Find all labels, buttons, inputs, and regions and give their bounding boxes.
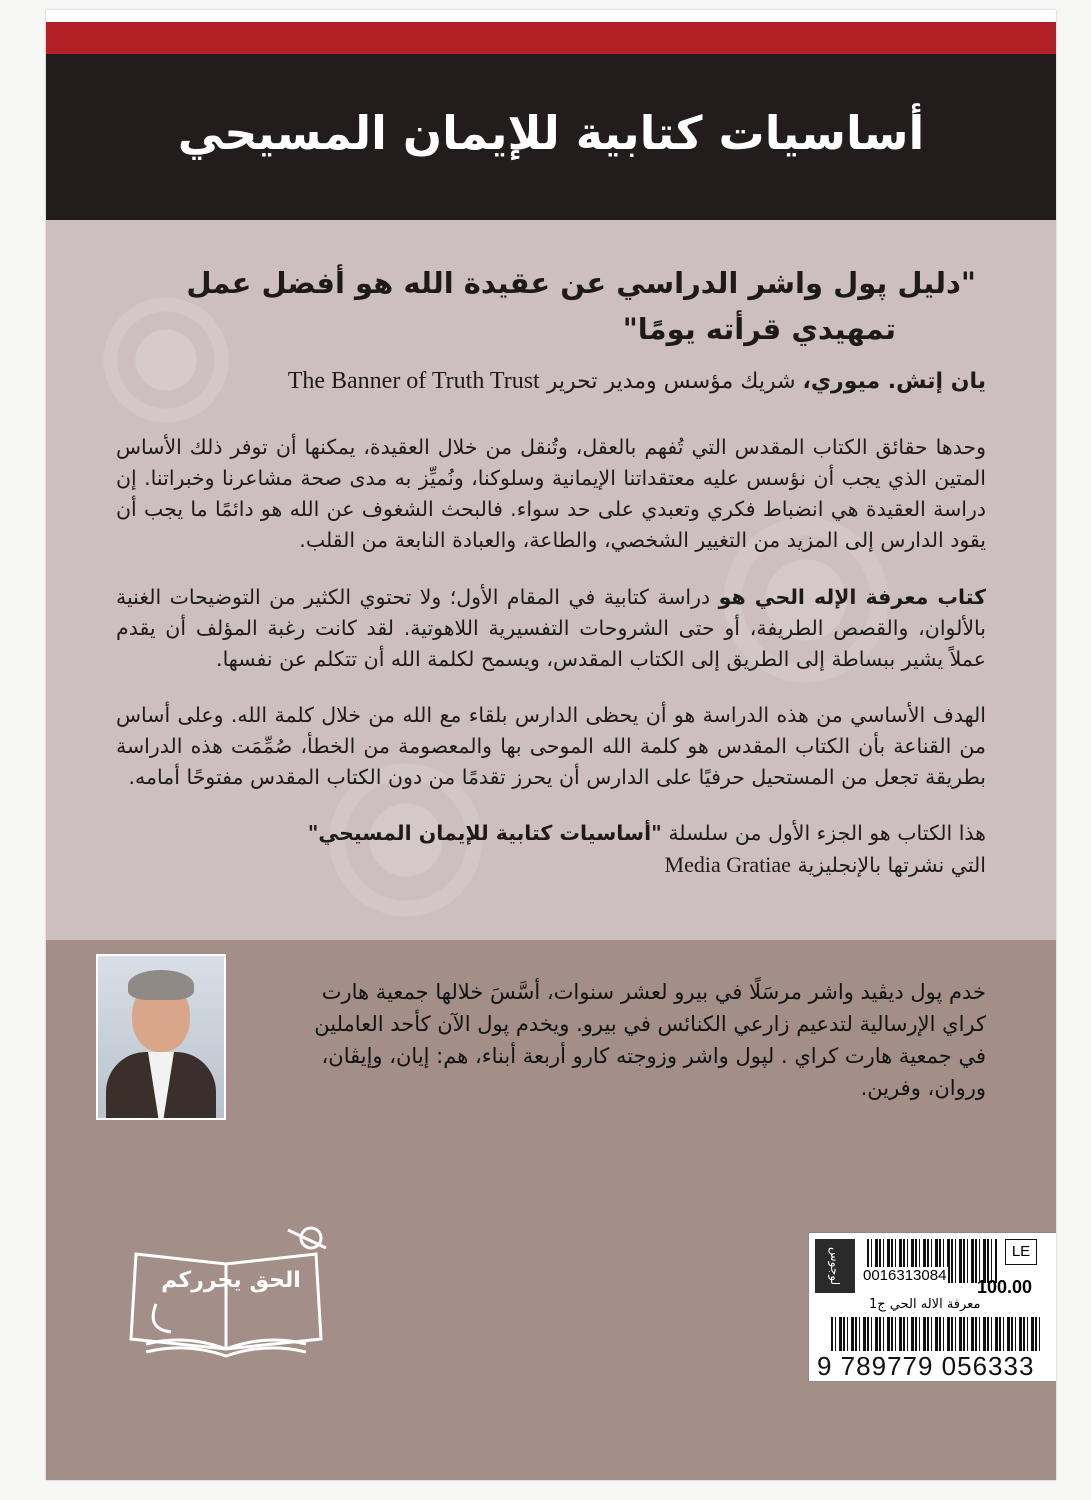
series-note <box>116 818 986 881</box>
paragraph-2-body: دراسة كتابية في المقام الأول؛ ولا تحتوي الكثير من التوضيحات الغنية بالألوان، والقصص الطريفة، أو حتى الشروحات التفسيرية اللاهوتية. لقد كانت رغبة المؤلف أن يقدم عملاً يشير ببساطة إلى الطريق إلى الكتاب المقدس، ويسمح لكلمة الله أن تتكلم عن نفسها. <box>116 585 986 671</box>
open-book-icon <box>116 1224 346 1364</box>
item-code: 0016313084 <box>863 1267 947 1284</box>
store-logo: لوجوس <box>815 1239 855 1293</box>
item-title: معرفة الاله الحي ج1 <box>869 1297 981 1312</box>
publisher-slogan: الحق يحرركم <box>161 1268 301 1293</box>
publisher-logo <box>116 1224 346 1364</box>
book-title-lead: كتاب معرفة الإله الحي هو <box>718 585 986 609</box>
author-bio: خدم پول ديڤيد واشر مرسَلًا في بيرو لعشر سنوات، أسَّسَ خلالها جمعية هارت كراي الإرسالية لتدعيم زارعي الكنائس في بيرو. ويخدم پول الآن كأحد العاملين في جمعية هارت كراي . لپول واشر وزوجته كارو أربعة أبناء، هم: إيان، وإيڤان، وروان، وفرين. <box>314 980 986 1100</box>
red-accent-strip <box>46 22 1056 54</box>
series-note-lead: هذا الكتاب هو الجزء الأول من سلسلة <box>661 821 986 845</box>
endorser-credit <box>106 366 986 397</box>
price-sticker <box>808 1232 1056 1382</box>
isbn-number: 9 789779 056333 <box>817 1351 1035 1381</box>
isbn-barcode <box>831 1317 1041 1351</box>
endorser-name: يان إتش. ميوري، <box>802 369 986 394</box>
author-photo-hair <box>128 970 194 1000</box>
quote-line-1: "دليل پول واشر الدراسي عن عقيدة الله هو أفضل عمل <box>186 266 976 300</box>
series-note-line-2: التي نشرتها بالإنجليزية <box>797 853 986 877</box>
price-value: 100.00 <box>977 1277 1033 1297</box>
currency-label: LE <box>1005 1239 1037 1265</box>
description-paragraph-3: الهدف الأساسي من هذه الدراسة هو أن يحظى الدارس بلقاء مع الله من خلال كلمة الله. وعلى أساس من القناعة بأن الكتاب المقدس هو كلمة الله الموحى بها والمعصومة من الخطأ، صُمِّمَت هذه الدراسة بطريقة تجعل من المستحيل حرفيًا على الدارس أن يحرز تقدمًا من دون الكتاب المقدس مفتوحًا أمامه. <box>116 703 986 789</box>
endorsement-quote <box>126 260 986 352</box>
author-photo <box>96 954 226 1120</box>
endorser-organization: The Banner of Truth Trust <box>287 368 540 394</box>
series-title: أساسيات كتابية للإيمان المسيحي <box>177 106 925 160</box>
endorser-role: شريك مؤسس ومدير تحرير <box>546 369 796 394</box>
description-paragraph-2 <box>116 582 986 675</box>
english-publisher-name: Media Gratiae <box>664 852 791 877</box>
description-paragraph-1: وحدها حقائق الكتاب المقدس التي تُفهم بالعقل، وتُنقل من خلال العقيدة، يمكنها أن توفر ذلك الأساس المتين الذي يجب أن نؤسس عليه معتقداتنا الإيمانية وسلوكنا، ونُميِّز به مدى صحة مشاعرنا وخبراتنا. إن دراسة العقيدة هي انضباط فكري وتعبدي على حد سواء. فالبحث الشغوف عن الله هو دائمًا ما يجب أن يقود الدارس إلى المزيد من التغيير الشخصي، والطاعة، والعبادة النابعة من القلب. <box>116 435 986 552</box>
quote-line-2: تمهيدي قرأته يومًا" <box>622 312 896 346</box>
series-note-title: "أساسيات كتابية للإيمان المسيحي" <box>307 821 662 845</box>
